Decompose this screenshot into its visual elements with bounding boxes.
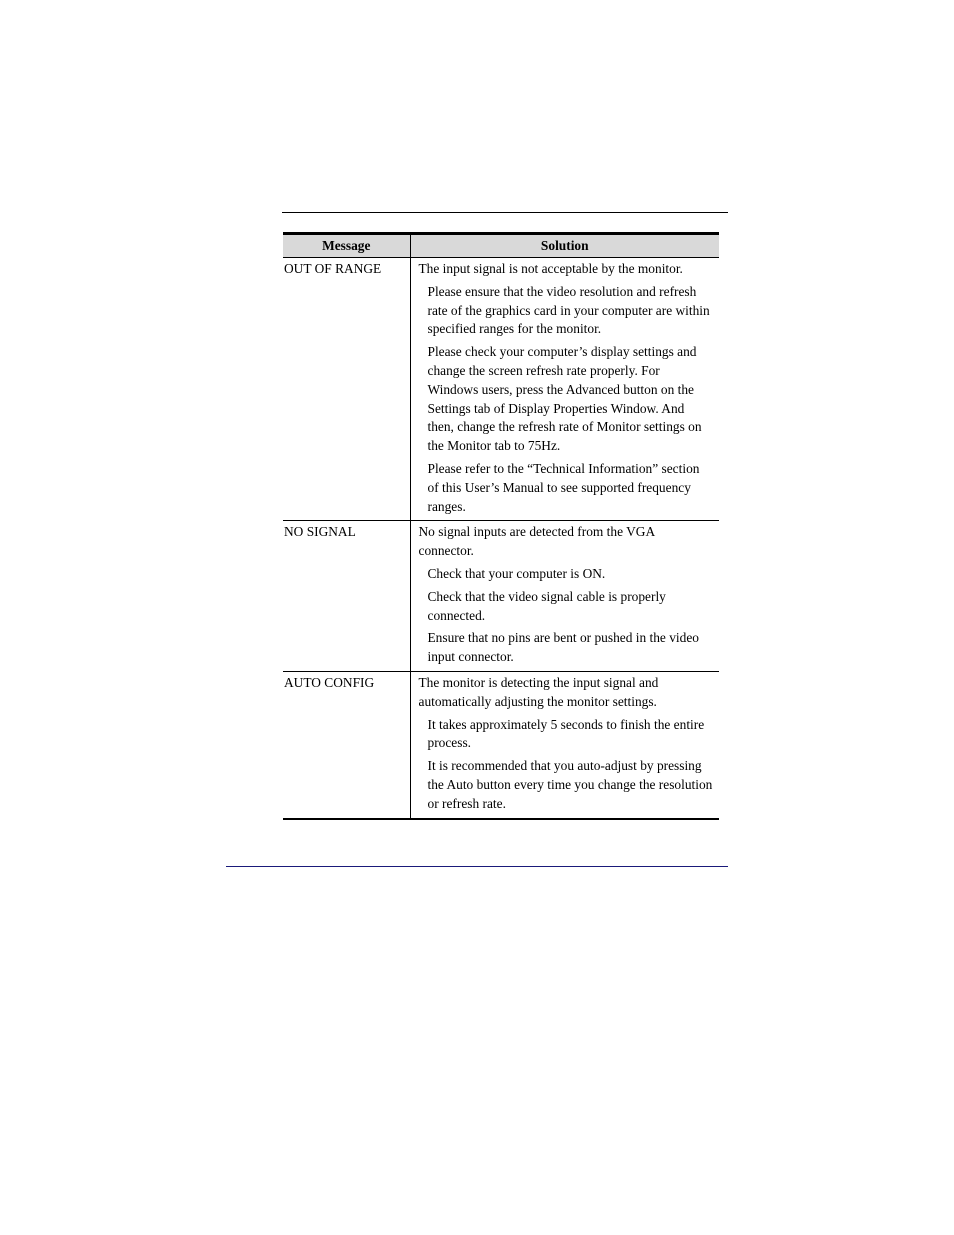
footer-rule bbox=[226, 866, 728, 867]
message-solution-table bbox=[283, 232, 719, 820]
message-cell: OUT OF RANGE bbox=[283, 258, 410, 521]
solution-lead: The input signal is not acceptable by the monitor. bbox=[418, 261, 683, 276]
table-row bbox=[283, 671, 719, 818]
table-row bbox=[283, 258, 719, 521]
solution-item: It takes approximately 5 seconds to finish the entire process. bbox=[427, 716, 705, 751]
solution-item: Check that the video signal cable is properly connected. bbox=[427, 588, 666, 623]
message-cell: NO SIGNAL bbox=[283, 521, 410, 672]
solution-lead: The monitor is detecting the input signal and automatically adjusting the monitor settings. bbox=[418, 674, 659, 709]
solution-item: Please check your computer’s display settings and change the screen refresh rate properly. For Windows users, press the Advanced button on the Settings tab of Display Properties Window. And then, change the refresh rate of Monitor settings on the Monitor tab to 75Hz. bbox=[427, 344, 702, 454]
header-message: Message bbox=[283, 234, 410, 258]
header-solution: Solution bbox=[410, 234, 719, 258]
solution-list bbox=[419, 716, 714, 814]
solution-item: Please ensure that the video resolution and refresh rate of the graphics card in your computer are within specified ranges for the monitor. bbox=[427, 283, 710, 337]
solution-item: Please refer to the “Technical Information” section of this User’s Manual to see supported frequency ranges. bbox=[427, 460, 700, 514]
solution-cell bbox=[410, 258, 719, 521]
solution-cell bbox=[410, 521, 719, 672]
header-rule bbox=[282, 212, 728, 213]
solution-lead: No signal inputs are detected from the VGA connector. bbox=[418, 524, 655, 559]
solution-item: It is recommended that you auto-adjust by pressing the Auto button every time you change the resolution or refresh rate. bbox=[427, 758, 713, 811]
solution-list bbox=[419, 565, 714, 667]
table-header-row bbox=[283, 234, 719, 258]
solution-item: Ensure that no pins are bent or pushed in the video input connector. bbox=[427, 630, 699, 665]
message-cell: AUTO CONFIG bbox=[283, 671, 410, 818]
solution-item: Check that your computer is ON. bbox=[427, 565, 606, 581]
table-row bbox=[283, 521, 719, 672]
solution-cell bbox=[410, 671, 719, 818]
solution-list bbox=[419, 283, 714, 517]
